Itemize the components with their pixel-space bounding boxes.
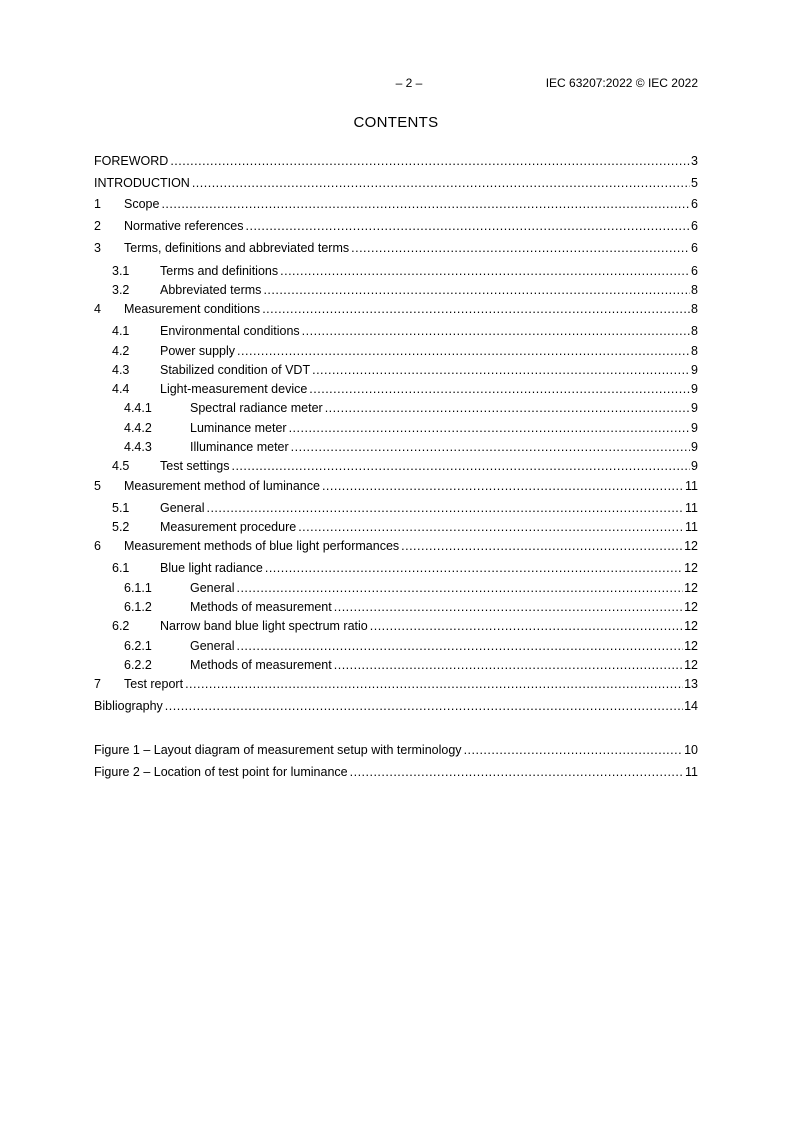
- dot-leader: [351, 240, 690, 256]
- toc-entry[interactable]: [94, 560, 698, 576]
- dot-leader: [236, 638, 683, 654]
- toc-entry[interactable]: [94, 263, 698, 279]
- dot-leader: [170, 153, 690, 169]
- toc-entry-number: 4: [94, 302, 101, 316]
- toc-entry[interactable]: [94, 420, 698, 436]
- toc-entry[interactable]: [94, 519, 698, 535]
- dot-leader: [401, 538, 683, 554]
- toc-page-number: 9: [691, 459, 698, 473]
- toc-page-number: 10: [684, 743, 698, 757]
- toc-entry[interactable]: [94, 439, 698, 455]
- toc-entry-title: Test report: [124, 677, 184, 691]
- toc-page-number: 12: [684, 539, 698, 553]
- toc-entry-title: Narrow band blue light spectrum ratio: [160, 619, 368, 633]
- toc-entry[interactable]: [94, 240, 698, 256]
- toc-entry-number: 4.5: [112, 459, 130, 473]
- toc-entry-number: 4.1: [112, 324, 130, 338]
- toc-entry[interactable]: [94, 657, 698, 673]
- toc-entry-number: 6.1.2: [124, 600, 152, 614]
- dot-leader: [265, 560, 683, 576]
- dot-leader: [334, 599, 683, 615]
- toc-page-number: 9: [691, 363, 698, 377]
- toc-entry[interactable]: [94, 458, 698, 474]
- toc-entry-title: Abbreviated terms: [160, 283, 262, 297]
- toc-page-number: 8: [691, 324, 698, 338]
- toc-entry-title: Test settings: [160, 459, 230, 473]
- toc-entry-number: 3: [94, 241, 101, 255]
- toc-page-number: 11: [685, 520, 698, 534]
- toc-page-number: 14: [684, 699, 698, 713]
- toc-entry[interactable]: [94, 153, 698, 169]
- dot-leader: [246, 218, 691, 234]
- toc-entry-title: Measurement conditions: [124, 302, 261, 316]
- page-number: – 2 –: [395, 76, 423, 90]
- toc-page-number: 11: [685, 479, 698, 493]
- toc-entry[interactable]: [94, 580, 698, 596]
- toc-entry-title: Spectral radiance meter: [190, 401, 323, 415]
- toc-entry-number: 4.4: [112, 382, 130, 396]
- dot-leader: [350, 764, 684, 780]
- toc-entry-number: 4.4.2: [124, 421, 152, 435]
- toc-page-number: 11: [685, 765, 698, 779]
- toc-entry[interactable]: [94, 698, 698, 714]
- toc-entry-title: Bibliography: [94, 699, 163, 713]
- toc-entry-title: General: [190, 639, 235, 653]
- dot-leader: [312, 362, 690, 378]
- toc-entry[interactable]: [94, 196, 698, 212]
- toc-page-number: 12: [684, 658, 698, 672]
- toc-page-number: 12: [684, 561, 698, 575]
- toc-page-number: 8: [691, 344, 698, 358]
- toc-entry-number: 2: [94, 219, 101, 233]
- dot-leader: [192, 175, 690, 191]
- toc-page-number: 8: [691, 302, 698, 316]
- toc-entry-title: Measurement method of luminance: [124, 479, 320, 493]
- toc-page-number: 8: [691, 283, 698, 297]
- toc-entry[interactable]: [94, 400, 698, 416]
- toc-entry-number: 4.3: [112, 363, 130, 377]
- dot-leader: [302, 323, 690, 339]
- toc-entry-title: Stabilized condition of VDT: [160, 363, 311, 377]
- toc-entry-title: INTRODUCTION: [94, 176, 190, 190]
- dot-leader: [298, 519, 684, 535]
- dot-leader: [325, 400, 690, 416]
- toc-page-number: 6: [691, 197, 698, 211]
- toc-page-number: 11: [685, 501, 698, 515]
- dot-leader: [370, 618, 683, 634]
- toc-entry-number: 5.1: [112, 501, 130, 515]
- dot-leader: [161, 196, 690, 212]
- toc-entry-title: Terms and definitions: [160, 264, 279, 278]
- toc-entry[interactable]: [94, 599, 698, 615]
- page-title: CONTENTS: [353, 114, 439, 131]
- toc-page-number: 13: [684, 677, 698, 691]
- dot-leader: [236, 580, 683, 596]
- toc-entry[interactable]: [94, 282, 698, 298]
- toc-entry-number: 4.4.1: [124, 401, 152, 415]
- toc-entry-number: 5.2: [112, 520, 130, 534]
- dot-leader: [185, 676, 683, 692]
- toc-entry-number: 1: [94, 197, 101, 211]
- dot-leader: [280, 263, 690, 279]
- toc-entry-number: 6.1: [112, 561, 130, 575]
- toc-entry-title: Methods of measurement: [190, 658, 332, 672]
- toc-entry-title: Light-measurement device: [160, 382, 308, 396]
- toc-page-number: 12: [684, 581, 698, 595]
- figure-list-item[interactable]: [94, 764, 698, 780]
- toc-entry-number: 7: [94, 677, 101, 691]
- toc-page-number: 5: [691, 176, 698, 190]
- toc-entry-number: 6.2: [112, 619, 130, 633]
- toc-entry-title: General: [190, 581, 235, 595]
- dot-leader: [231, 458, 690, 474]
- toc-page-number: 6: [691, 264, 698, 278]
- toc-entry[interactable]: [94, 638, 698, 654]
- toc-entry[interactable]: [94, 323, 698, 339]
- toc-entry-title: Scope: [124, 197, 160, 211]
- toc-entry-title: Methods of measurement: [190, 600, 332, 614]
- toc-entry[interactable]: [94, 301, 698, 317]
- toc-entry-number: 6.2.2: [124, 658, 152, 672]
- toc-entry-title: FOREWORD: [94, 154, 169, 168]
- page-header: [94, 76, 698, 92]
- toc-entry-title: Measurement procedure: [160, 520, 297, 534]
- toc-entry-title: General: [160, 501, 205, 515]
- toc-page-number: 12: [684, 639, 698, 653]
- figure-title: Figure 2 – Location of test point for luminance: [94, 765, 348, 779]
- toc-entry-number: 3.1: [112, 264, 130, 278]
- dot-leader: [289, 420, 690, 436]
- dot-leader: [262, 301, 690, 317]
- toc-entry-title: Measurement methods of blue light performances: [124, 539, 400, 553]
- toc-page-number: 3: [691, 154, 698, 168]
- toc-entry-number: 5: [94, 479, 101, 493]
- toc-entry-number: 3.2: [112, 283, 130, 297]
- toc-page-number: 9: [691, 421, 698, 435]
- dot-leader: [263, 282, 690, 298]
- dot-leader: [309, 381, 690, 397]
- toc-entry-number: 4.4.3: [124, 440, 152, 454]
- toc-entry[interactable]: [94, 538, 698, 554]
- dot-leader: [165, 698, 683, 714]
- dot-leader: [322, 478, 684, 494]
- toc-page-number: 9: [691, 401, 698, 415]
- toc-entry[interactable]: [94, 676, 698, 692]
- figure-list-item[interactable]: [94, 742, 698, 758]
- toc-page-number: 6: [691, 241, 698, 255]
- toc-page-number: 9: [691, 440, 698, 454]
- toc-entry-title: Blue light radiance: [160, 561, 263, 575]
- toc-entry-number: 6.2.1: [124, 639, 152, 653]
- toc-entry[interactable]: [94, 500, 698, 516]
- toc-entry[interactable]: [94, 381, 698, 397]
- dot-leader: [237, 343, 690, 359]
- dot-leader: [206, 500, 684, 516]
- toc-entry-title: Power supply: [160, 344, 236, 358]
- toc-page-number: 12: [684, 619, 698, 633]
- toc-entry-title: Normative references: [124, 219, 244, 233]
- toc-entry-number: 4.2: [112, 344, 130, 358]
- toc-page-number: 6: [691, 219, 698, 233]
- dot-leader: [464, 742, 684, 758]
- toc-entry[interactable]: [94, 218, 698, 234]
- toc-entry[interactable]: [94, 175, 698, 191]
- document-id: IEC 63207:2022 © IEC 2022: [545, 76, 698, 90]
- toc-entry-title: Terms, definitions and abbreviated terms: [124, 241, 350, 255]
- toc-page-number: 9: [691, 382, 698, 396]
- toc-entry[interactable]: [94, 478, 698, 494]
- toc-entry[interactable]: [94, 618, 698, 634]
- toc-entry-number: 6.1.1: [124, 581, 152, 595]
- dot-leader: [334, 657, 683, 673]
- toc-entry[interactable]: [94, 343, 698, 359]
- toc-entry-title: Environmental conditions: [160, 324, 300, 338]
- toc-entry-title: Luminance meter: [190, 421, 287, 435]
- toc-page-number: 12: [684, 600, 698, 614]
- figure-title: Figure 1 – Layout diagram of measurement setup with terminology: [94, 743, 462, 757]
- toc-entry-number: 6: [94, 539, 101, 553]
- toc-entry[interactable]: [94, 362, 698, 378]
- toc-entry-title: Illuminance meter: [190, 440, 289, 454]
- dot-leader: [291, 439, 690, 455]
